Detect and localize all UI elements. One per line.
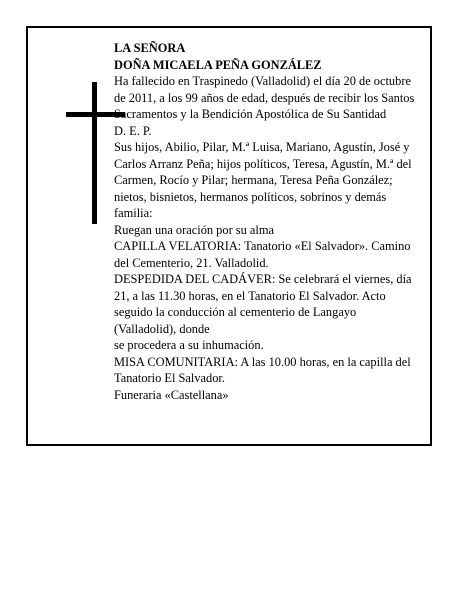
farewell-paragraph: DESPEDIDA DEL CADÁVER: Se celebrará el viernes, día 21, a las 11.30 horas, en el Tanatorio El Salvador. Acto seguido la conducción al cementerio de Langayo (Valladolid), donde bbox=[114, 272, 412, 336]
family-paragraph: Sus hijos, Abilio, Pilar, M.ª Luisa, Mariano, Agustín, José y Carlos Arranz Peña; hijos políticos, Teresa, Agustín, M.ª del Carmen, Rocío y Pilar; hermana, Teresa Peña González; nietos, bisnietos, hermanos políticos, sobrinos y demás familia: bbox=[114, 140, 412, 220]
chapel-paragraph: CAPILLA VELATORIA: Tanatorio «El Salvador». Camino del Cementerio, 21. Valladolid. bbox=[114, 239, 411, 270]
title-line-1: LA SEÑORA bbox=[114, 41, 186, 55]
burial-line: se procedera a su inhumación. bbox=[114, 338, 264, 352]
funeral-home-line: Funeraria «Castellana» bbox=[114, 387, 229, 402]
obituary-text bbox=[114, 40, 420, 403]
intro-paragraph: Ha fallecido en Traspinedo (Valladolid) el día 20 de octubre de 2011, a los 99 años de edad, después de recibir los Santos Sacramentos y la Bendición Apostólica de Su Santidad bbox=[114, 74, 415, 121]
title-line-2: DOÑA MICAELA PEÑA GONZÁLEZ bbox=[114, 57, 322, 72]
mass-paragraph: MISA COMUNITARIA: A las 10.00 horas, en la capilla del Tanatorio El Salvador. bbox=[114, 354, 411, 385]
prayer-line: Ruegan una oración por su alma bbox=[114, 222, 274, 237]
dep-line: D. E. P. bbox=[114, 123, 152, 138]
cross-icon bbox=[92, 82, 97, 224]
